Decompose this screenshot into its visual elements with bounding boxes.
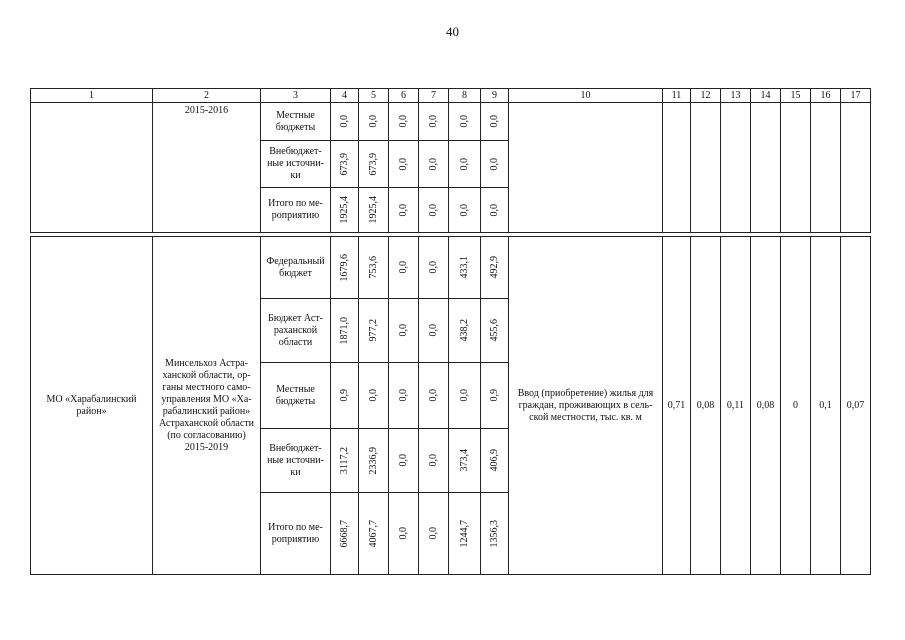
block1-value-3-1 bbox=[330, 187, 359, 233]
block2-value-1-3-text: 0,0 bbox=[397, 261, 409, 274]
block2-value-4-2-text: 2336,9 bbox=[367, 446, 379, 475]
column-header-8 bbox=[448, 88, 481, 103]
block2-value-2-1 bbox=[330, 298, 359, 363]
column-header-7-text: 7 bbox=[431, 89, 436, 101]
block2-value-2-6 bbox=[480, 298, 509, 363]
column-header-12-text: 12 bbox=[700, 89, 711, 101]
block1-value-1-6 bbox=[480, 102, 509, 141]
block1-value-3-3 bbox=[388, 187, 419, 233]
block2-value-4-3 bbox=[388, 428, 419, 493]
block2-target-12 bbox=[690, 236, 721, 575]
block1-value-2-2-text: 673,9 bbox=[367, 152, 379, 176]
column-header-12 bbox=[690, 88, 721, 103]
block2-value-3-2 bbox=[358, 362, 389, 429]
block1-value-2-5 bbox=[448, 140, 481, 188]
column-header-9-text: 9 bbox=[492, 89, 497, 101]
column-header-17-text: 17 bbox=[850, 89, 861, 101]
block1-value-2-6 bbox=[480, 140, 509, 188]
block2-value-5-2-text: 4067,7 bbox=[367, 519, 379, 548]
block1-value-1-5 bbox=[448, 102, 481, 141]
block1-value-3-5-text: 0,0 bbox=[458, 203, 470, 217]
block1-target-14 bbox=[750, 102, 781, 233]
block1-target-13 bbox=[720, 102, 751, 233]
block2-value-2-5 bbox=[448, 298, 481, 363]
block1-target-17 bbox=[840, 102, 871, 233]
block1-value-2-4-text: 0,0 bbox=[427, 157, 439, 171]
block2-value-1-3 bbox=[388, 236, 419, 299]
block1-period-cell bbox=[152, 102, 261, 233]
block2-value-2-4-text: 0,0 bbox=[427, 324, 439, 337]
block2-indicator-text: Ввод (приобретение) жилья для граждан, проживающих в сель-ской местности, тыс. кв. м bbox=[517, 387, 654, 423]
block2-value-1-5-text: 433,1 bbox=[458, 256, 470, 279]
block2-value-3-4-text: 0,0 bbox=[427, 389, 439, 402]
block2-target-13 bbox=[720, 236, 751, 575]
block1-value-1-5-text: 0,0 bbox=[458, 115, 470, 128]
block2-source-3-text: Местные бюджеты bbox=[275, 383, 316, 407]
column-header-16 bbox=[810, 88, 841, 103]
block2-source-5-text: Итого по ме-роприятию bbox=[268, 521, 323, 545]
block2-value-4-2 bbox=[358, 428, 389, 493]
block2-executor-text: Минсельхоз Астра-ханской области, ор-ганы местного само-управления МО «Ха-рабалинский район» Астраханской области (по согласованию) 2015-2019 bbox=[158, 357, 255, 453]
block2-value-1-5 bbox=[448, 236, 481, 299]
block1-value-3-5 bbox=[448, 187, 481, 233]
block2-executor bbox=[152, 236, 261, 575]
block2-source-1 bbox=[260, 236, 331, 299]
block2-value-3-5-text: 0,0 bbox=[458, 389, 470, 402]
column-header-9 bbox=[480, 88, 509, 103]
block2-target-11 bbox=[662, 236, 691, 575]
block2-target-16 bbox=[810, 236, 841, 575]
column-header-14-text: 14 bbox=[760, 89, 771, 101]
block1-value-1-3-text: 0,0 bbox=[397, 115, 409, 128]
block2-source-3 bbox=[260, 362, 331, 429]
block2-target-15-text: 0 bbox=[793, 399, 798, 411]
block2-target-14 bbox=[750, 236, 781, 575]
column-header-5-text: 5 bbox=[371, 89, 376, 101]
block2-source-2-text: Бюджет Аст-раханской области bbox=[268, 312, 323, 348]
block2-source-4-text: Внебюджет-ные источни-ки bbox=[267, 442, 324, 478]
block2-value-4-6 bbox=[480, 428, 509, 493]
block2-target-14-text: 0,08 bbox=[756, 399, 775, 411]
block1-source-3-text: Итого по ме-роприятию bbox=[268, 198, 323, 221]
block2-value-4-1-text: 3117,2 bbox=[338, 446, 350, 475]
block2-target-11-text: 0,71 bbox=[667, 399, 686, 411]
column-header-11 bbox=[662, 88, 691, 103]
block1-value-2-5-text: 0,0 bbox=[458, 157, 470, 171]
block2-target-13-text: 0,11 bbox=[726, 399, 745, 411]
block2-value-3-3-text: 0,0 bbox=[397, 389, 409, 402]
block1-value-3-1-text: 1925,4 bbox=[338, 196, 350, 224]
column-header-17 bbox=[840, 88, 871, 103]
block2-value-4-4-text: 0,0 bbox=[427, 454, 439, 467]
block1-value-2-2 bbox=[358, 140, 389, 188]
block2-value-1-4-text: 0,0 bbox=[427, 261, 439, 274]
column-header-10 bbox=[508, 88, 663, 103]
block1-target-16 bbox=[810, 102, 841, 233]
block1-source-3 bbox=[260, 187, 331, 233]
block1-value-2-4 bbox=[418, 140, 449, 188]
block1-value-1-6-text: 0,0 bbox=[488, 115, 500, 128]
column-header-5 bbox=[358, 88, 389, 103]
block1-value-2-1 bbox=[330, 140, 359, 188]
column-header-2 bbox=[152, 88, 261, 103]
block2-value-5-2 bbox=[358, 492, 389, 575]
block2-value-5-3-text: 0,0 bbox=[397, 527, 409, 540]
block1-municipality-cell bbox=[30, 102, 153, 233]
column-header-13-text: 13 bbox=[730, 89, 741, 101]
block2-value-5-5 bbox=[448, 492, 481, 575]
block2-value-4-6-text: 406,9 bbox=[488, 449, 500, 472]
block1-target-15 bbox=[780, 102, 811, 233]
column-header-10-text: 10 bbox=[580, 89, 591, 101]
block1-source-1 bbox=[260, 102, 331, 141]
block2-source-5 bbox=[260, 492, 331, 575]
block1-value-1-4 bbox=[418, 102, 449, 141]
block2-value-1-2 bbox=[358, 236, 389, 299]
block2-value-2-5-text: 438,2 bbox=[458, 319, 470, 342]
block2-value-4-5-text: 373,4 bbox=[458, 449, 470, 472]
block1-value-1-1-text: 0,0 bbox=[338, 115, 350, 128]
block2-municipality bbox=[30, 236, 153, 575]
block1-value-2-3-text: 0,0 bbox=[397, 157, 409, 171]
block2-value-3-6 bbox=[480, 362, 509, 429]
block1-value-3-2-text: 1925,4 bbox=[367, 196, 379, 224]
block1-source-1-text: Местные бюджеты bbox=[275, 109, 316, 133]
block1-target-12 bbox=[690, 102, 721, 233]
block2-value-3-5 bbox=[448, 362, 481, 429]
column-header-11-text: 11 bbox=[671, 89, 682, 101]
block2-source-2 bbox=[260, 298, 331, 363]
column-header-1 bbox=[30, 88, 153, 103]
block1-value-3-6 bbox=[480, 187, 509, 233]
column-header-3 bbox=[260, 88, 331, 103]
block1-period-cell-text: 2015-2016 bbox=[184, 105, 229, 116]
block2-value-1-1-text: 1679,6 bbox=[338, 253, 350, 282]
block1-value-2-1-text: 673,9 bbox=[338, 152, 350, 176]
block2-value-2-1-text: 1871,0 bbox=[338, 316, 350, 345]
block2-target-12-text: 0,08 bbox=[696, 399, 715, 411]
column-header-15 bbox=[780, 88, 811, 103]
block2-value-2-4 bbox=[418, 298, 449, 363]
block1-value-3-4 bbox=[418, 187, 449, 233]
block2-value-4-4 bbox=[418, 428, 449, 493]
block1-value-1-3 bbox=[388, 102, 419, 141]
block1-value-1-4-text: 0,0 bbox=[427, 115, 439, 128]
column-header-6-text: 6 bbox=[401, 89, 406, 101]
block2-target-15 bbox=[780, 236, 811, 575]
block2-value-5-1-text: 6668,7 bbox=[338, 519, 350, 548]
block1-value-1-2 bbox=[358, 102, 389, 141]
column-header-2-text: 2 bbox=[204, 89, 209, 101]
block2-value-3-2-text: 0,0 bbox=[367, 389, 379, 402]
block2-value-5-1 bbox=[330, 492, 359, 575]
block2-value-2-2-text: 977,2 bbox=[367, 319, 379, 342]
column-header-16-text: 16 bbox=[820, 89, 831, 101]
column-header-7 bbox=[418, 88, 449, 103]
column-header-6 bbox=[388, 88, 419, 103]
block2-value-3-3 bbox=[388, 362, 419, 429]
block2-value-3-1 bbox=[330, 362, 359, 429]
block2-municipality-text: МО «Харабалинский район» bbox=[46, 393, 137, 417]
block2-value-2-6-text: 455,6 bbox=[488, 319, 500, 342]
block1-value-3-3-text: 0,0 bbox=[397, 203, 409, 217]
block1-value-3-4-text: 0,0 bbox=[427, 203, 439, 217]
block2-value-3-4 bbox=[418, 362, 449, 429]
block2-value-2-3-text: 0,0 bbox=[397, 324, 409, 337]
block2-source-1-text: Федеральный бюджет bbox=[266, 255, 325, 279]
column-header-4-text: 4 bbox=[342, 89, 347, 101]
block2-value-4-1 bbox=[330, 428, 359, 493]
block1-target-11 bbox=[662, 102, 691, 233]
block2-value-5-5-text: 1244,7 bbox=[458, 519, 470, 548]
block1-value-2-3 bbox=[388, 140, 419, 188]
block1-indicator-cell bbox=[508, 102, 663, 233]
block1-value-1-2-text: 0,0 bbox=[367, 115, 379, 128]
block2-value-3-6-text: 0,9 bbox=[488, 389, 500, 402]
column-header-15-text: 15 bbox=[790, 89, 801, 101]
block2-target-16-text: 0,1 bbox=[819, 399, 832, 411]
block2-value-5-3 bbox=[388, 492, 419, 575]
column-header-8-text: 8 bbox=[462, 89, 467, 101]
column-header-4 bbox=[330, 88, 359, 103]
block2-value-1-6 bbox=[480, 236, 509, 299]
column-header-3-text: 3 bbox=[293, 89, 298, 101]
block2-value-2-2 bbox=[358, 298, 389, 363]
block2-value-5-6-text: 1356,3 bbox=[488, 519, 500, 548]
block2-value-3-1-text: 0,9 bbox=[338, 389, 350, 402]
block2-source-4 bbox=[260, 428, 331, 493]
block2-target-17-text: 0,07 bbox=[846, 399, 865, 411]
block1-value-3-6-text: 0,0 bbox=[488, 203, 500, 217]
block2-value-2-3 bbox=[388, 298, 419, 363]
block1-value-1-1 bbox=[330, 102, 359, 141]
block2-value-1-4 bbox=[418, 236, 449, 299]
block1-value-2-6-text: 0,0 bbox=[488, 157, 500, 171]
block2-value-1-2-text: 753,6 bbox=[367, 256, 379, 279]
block1-source-2 bbox=[260, 140, 331, 188]
block1-value-3-2 bbox=[358, 187, 389, 233]
block2-value-4-5 bbox=[448, 428, 481, 493]
block1-source-2-text: Внебюджет-ные источни-ки bbox=[267, 146, 324, 181]
column-header-13 bbox=[720, 88, 751, 103]
block2-value-1-1 bbox=[330, 236, 359, 299]
block2-value-5-4 bbox=[418, 492, 449, 575]
column-header-14 bbox=[750, 88, 781, 103]
block2-value-5-6 bbox=[480, 492, 509, 575]
column-header-1-text: 1 bbox=[89, 89, 94, 101]
block2-value-1-6-text: 492,9 bbox=[488, 256, 500, 279]
block2-target-17 bbox=[840, 236, 871, 575]
block2-value-4-3-text: 0,0 bbox=[397, 454, 409, 467]
page-number: 40 bbox=[446, 24, 459, 39]
block2-value-5-4-text: 0,0 bbox=[427, 527, 439, 540]
block2-indicator bbox=[508, 236, 663, 575]
